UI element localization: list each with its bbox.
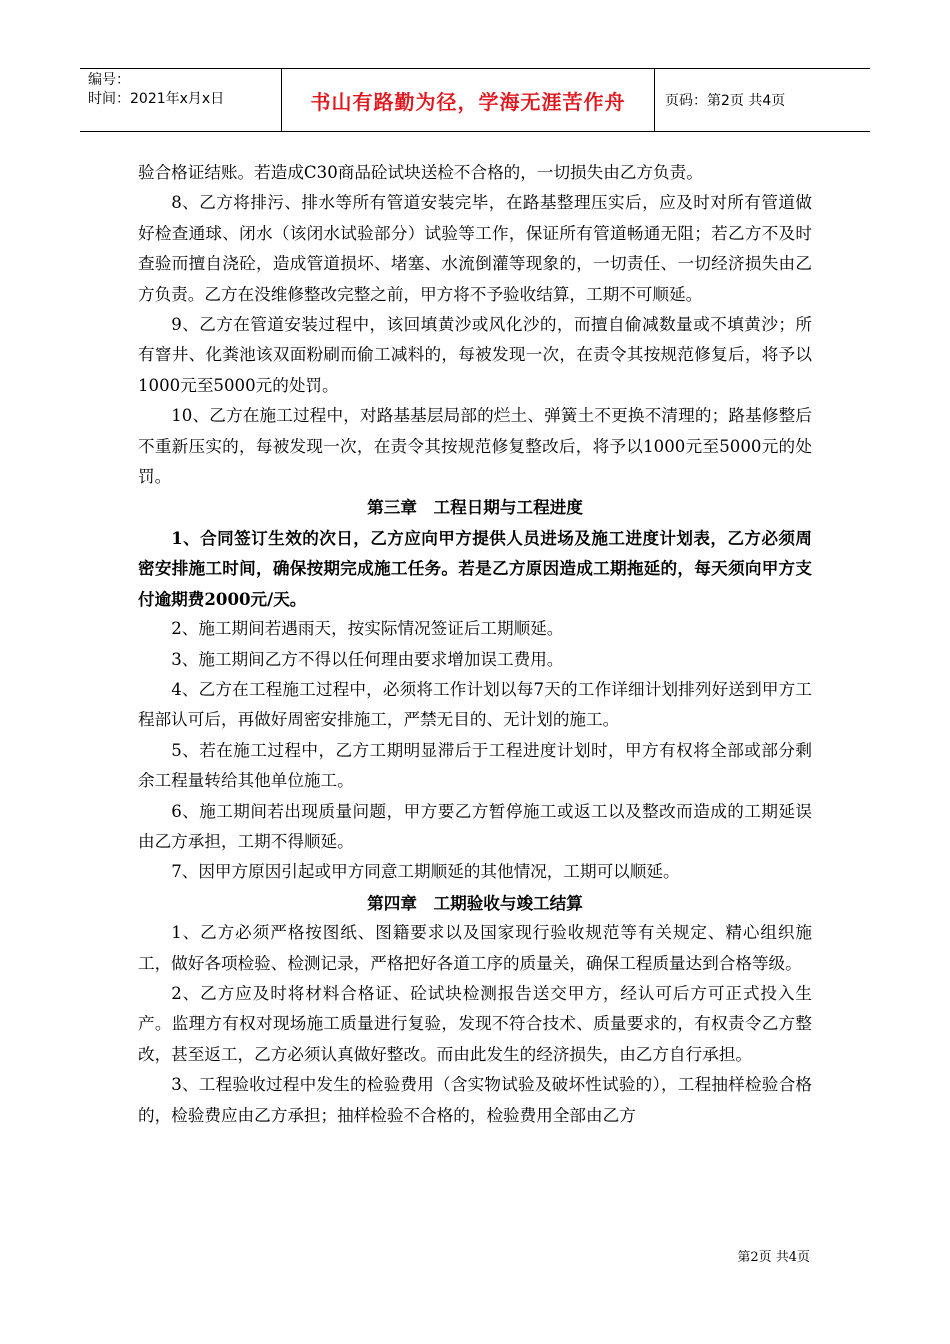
- paragraph: 3、工程验收过程中发生的检验费用（含实物试验及破坏性试验的），工程抽样检验合格的，检验费应由乙方承担；抽样检验不合格的，检验费用全部由乙方: [138, 1075, 812, 1125]
- paragraph: 7、因甲方原因引起或甲方同意工期顺延的其他情况，工期可以顺延。: [171, 862, 680, 882]
- chapter-heading: 第四章 工期验收与竣工结算: [367, 892, 583, 913]
- paragraph: 6、施工期间若出现质量问题，甲方要乙方暂停施工或返工以及整改而造成的工期延误由乙方承担，工期不得顺延。: [138, 801, 812, 851]
- paragraph: 2、施工期间若遇雨天，按实际情况签证后工期顺延。: [171, 619, 564, 639]
- paragraph: 2、乙方应及时将材料合格证、砼试块检测报告送交甲方，经认可后方可正式投入生产。监理方有权对现场施工质量进行复验，发现不符合技术、质量要求的，有权责令乙方整改，甚至返工，乙方必须认真做好整改。而由此发生的经济损失，由乙方自行承担。: [138, 983, 812, 1064]
- header-page-number: 页码：第2页 共4页: [665, 93, 786, 109]
- page-footer: 第2页 共4页: [737, 1250, 810, 1265]
- paragraph: 10、乙方在施工过程中，对路基基层局部的烂土、弹簧土不更换不清理的；路基修整后不重新压实的，每被发现一次，在责令其按规范修复整改后，将予以1000元至5000元的处罚。: [138, 406, 812, 487]
- paragraph: 9、乙方在管道安装过程中，该回填黄沙或风化沙的，而擅自偷减数量或不填黄沙；所有窨井、化粪池该双面粉刷而偷工减料的，每被发现一次，在责令其按规范修复后，将予以1000元至5000元的处罚。: [138, 315, 812, 395]
- paragraph: 3、施工期间乙方不得以任何理由要求增加误工费用。: [171, 649, 564, 669]
- paragraph: 验合格证结账。若造成C30商品砼试块送检不合格的，一切损失由乙方负责。: [138, 163, 703, 182]
- document-number-label: 编号：: [88, 72, 130, 88]
- paragraph: 8、乙方将排污、排水等所有管道安装完毕，在路基整理压实后，应及时对所有管道做好检查通球、闭水（该闭水试验部分）试验等工作，保证所有管道畅通无阻；若乙方不及时查验而擅自浇砼，造成管道损坏、堵塞、水流倒灌等现象的，一切责任、一切经济损失由乙方负责。乙方在没维修整改完整之前，甲方将不予验收结算，工期不可顺延。: [138, 193, 812, 304]
- paragraph: 1、合同签订生效的次日，乙方应向甲方提供人员进场及施工进度计划表，乙方必须周密安排施工时间，确保按期完成施工任务。若是乙方原因造成工期拖延的，每天须向甲方支付逾期费2000元/天。: [138, 527, 812, 609]
- page-header: [80, 68, 870, 132]
- chapter-heading: 第三章 工程日期与工程进度: [367, 497, 583, 518]
- header-motto: 书山有路勤为径，学海无涯苦作舟: [282, 69, 655, 131]
- paragraph: 5、若在施工过程中，乙方工期明显滞后于工程进度计划时，甲方有权将全部或部分剩余工程量转给其他单位施工。: [138, 740, 812, 791]
- header-meta: [80, 69, 282, 131]
- document-body: [138, 158, 812, 1131]
- document-date: 时间：2021年x月x日: [88, 91, 225, 107]
- paragraph: 4、乙方在工程施工过程中，必须将工作计划以每7天的工作详细计划排列好送到甲方工程部认可后，再做好周密安排施工，严禁无目的、无计划的施工。: [138, 679, 812, 730]
- paragraph: 1、乙方必须严格按图纸、图籍要求以及国家现行验收规范等有关规定、精心组织施工，做好各项检验、检测记录，严格把好各道工序的质量关，确保工程质量达到合格等级。: [138, 923, 812, 973]
